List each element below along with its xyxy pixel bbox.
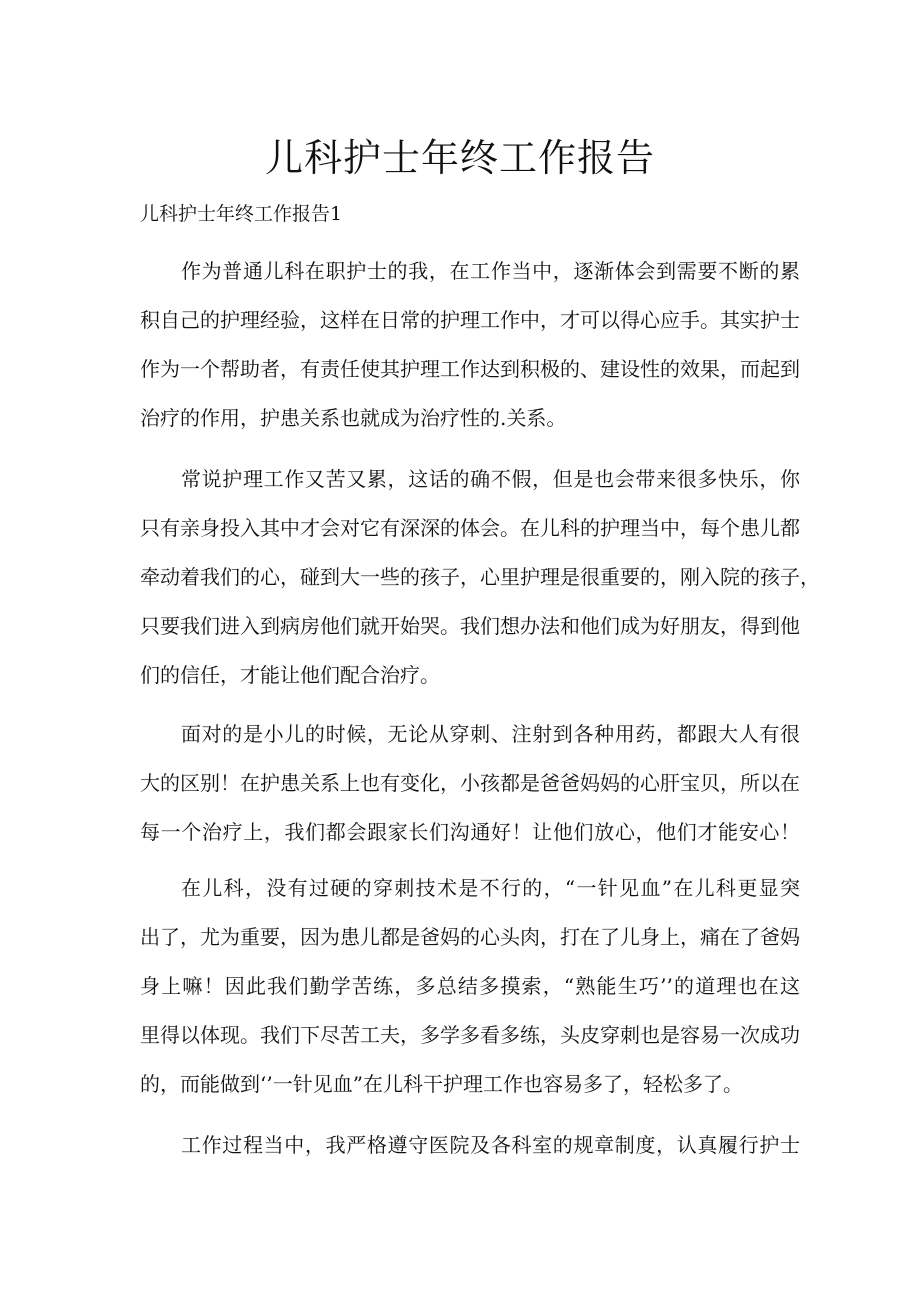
paragraph-line: 牵动着我们的心，碰到大一些的孩子，心里护理是很重要的，刚入院的孩子，: [140, 565, 820, 589]
paragraph-line: 面对的是小儿的时候，无论从穿刺、注射到各种用药，都跟大人有很: [181, 722, 800, 746]
paragraph-line: 只有亲身投入其中才会对它有深深的体会。在儿科的护理当中，每个患儿都: [140, 516, 800, 540]
paragraph-line: 里得以体现。我们下尽苦工夫，多学多看多练，头皮穿刺也是容易一次成功: [140, 1023, 800, 1047]
document-subtitle: 儿科护士年终工作报告1: [140, 203, 343, 225]
paragraph: [140, 864, 800, 1109]
paragraph-line: 出了，尤为重要，因为患儿都是爸妈的心头肉，打在了儿身上，痛在了爸妈: [140, 925, 800, 949]
paragraph-line: 常说护理工作又苦又累，这话的确不假，但是也会带来很多快乐，你: [181, 467, 800, 491]
paragraph-line: 的，而能做到‘’一针见血”在儿科干护理工作也容易多了，轻松多了。: [140, 1072, 743, 1096]
paragraph-line: 治疗的作用，护患关系也就成为治疗性的.关系。: [140, 406, 567, 430]
paragraph: [140, 710, 800, 857]
paragraph-line: 们的信任，才能让他们配合治疗。: [140, 663, 440, 687]
paragraph: [140, 455, 820, 700]
paragraph: [140, 1121, 800, 1170]
paragraph: [140, 247, 800, 443]
paragraph-line: 积自己的护理经验，这样在日常的护理工作中，才可以得心应手。其实护士: [140, 308, 800, 332]
paragraph-line: 身上嘛！因此我们勤学苦练，多总结多摸索，“熟能生巧’’的道理也在这: [140, 974, 800, 998]
paragraph-line: 作为一个帮助者，有责任使其护理工作达到积极的、建设性的效果，而起到: [140, 357, 800, 381]
paragraph-line: 在儿科，没有过硬的穿刺技术是不行的，“一针见血”在儿科更显突: [181, 876, 800, 900]
document-title: 儿科护士年终工作报告: [264, 136, 655, 180]
paragraph-line: 只要我们进入到病房他们就开始哭。我们想办法和他们成为好朋友，得到他: [140, 614, 800, 638]
paragraph-line: 工作过程当中，我严格遵守医院及各科室的规章制度，认真履行护士: [181, 1133, 800, 1157]
paragraph-line: 作为普通儿科在职护士的我，在工作当中，逐渐体会到需要不断的累: [181, 259, 800, 283]
paragraph-line: 大的区别！在护患关系上也有变化，小孩都是爸爸妈妈的心肝宝贝，所以在: [140, 771, 800, 795]
paragraph-line: 每一个治疗上，我们都会跟家长们沟通好！让他们放心，他们才能安心！: [140, 820, 800, 844]
